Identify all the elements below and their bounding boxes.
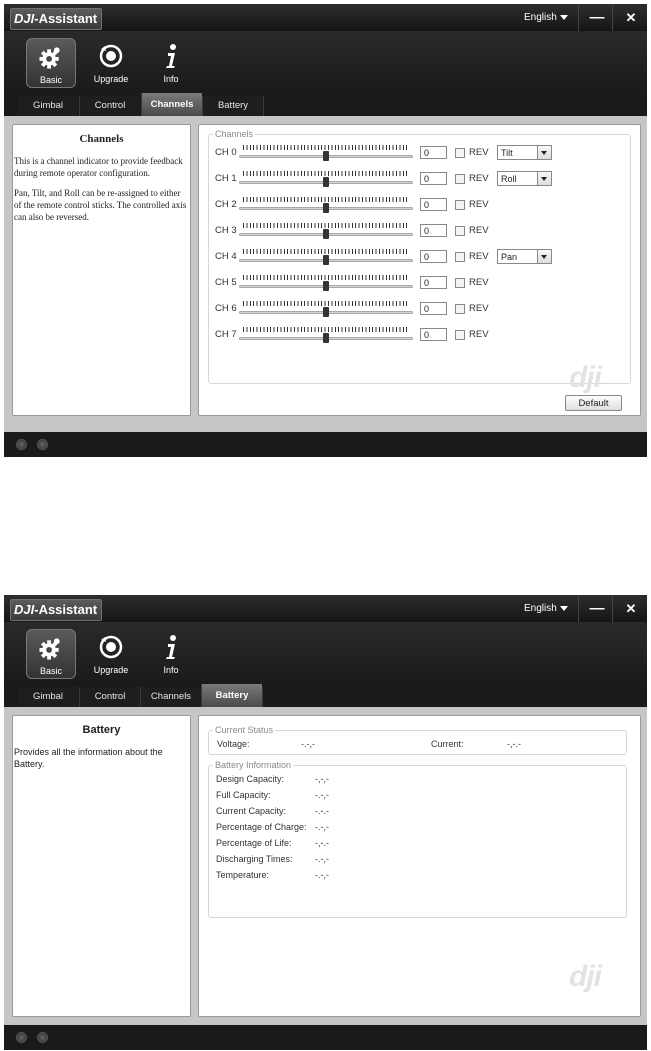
toolbar-basic-button[interactable] [26,629,76,679]
channel-row [215,143,635,163]
tab-bar-divider [262,687,263,707]
channel-assignment-select[interactable] [497,171,552,186]
channel-label: CH 4 [215,251,237,262]
tab-battery[interactable]: Battery [201,684,262,707]
select-value: Tilt [501,148,513,158]
channel-label: CH 2 [215,199,237,210]
battery-info-label: Discharging Times: [216,854,293,864]
battery-info-label: Percentage of Charge: [216,822,307,832]
rev-label: REV [469,147,489,158]
minimize-button[interactable]: — [578,595,615,622]
title-bar[interactable] [4,595,647,622]
current-status-title: Current Status [215,725,274,735]
status-bar [4,1025,647,1050]
battery-info-panel [12,715,191,1017]
channel-label: CH 7 [215,329,237,340]
rev-label: REV [469,225,489,236]
tab-bar-divider [263,96,264,116]
battery-info-label: Design Capacity: [216,774,285,784]
info-icon [146,634,196,660]
battery-info-value: -,-.- [315,838,329,848]
battery-info-label: Temperature: [216,870,270,880]
rev-label: REV [469,303,489,314]
channel-value-field[interactable]: 0 [420,302,447,315]
channel-row [215,299,635,319]
channel-value-field[interactable]: 0 [420,276,447,289]
dji-watermark: dji [569,361,601,394]
channels-content [4,116,647,432]
voltage-value: -.-,- [301,739,315,749]
close-button[interactable]: ✕ [612,4,647,31]
caret-down-icon [560,15,568,20]
select-value: Pan [501,252,518,262]
battery-info-value: -.-,- [315,790,329,800]
status-led-icon [16,439,27,450]
channel-row [215,169,635,189]
tab-bar [4,93,647,116]
channel-value-field[interactable]: 0 [420,198,447,211]
channel-label: CH 0 [215,147,237,158]
channel-value-field[interactable]: 0 [420,328,447,341]
channels-main-panel [198,124,641,416]
channel-row [215,273,635,293]
slider-ticks [243,275,409,280]
slider-thumb[interactable] [323,255,329,265]
channel-label: CH 6 [215,303,237,314]
rev-label: REV [469,199,489,210]
language-dropdown[interactable]: English [524,595,568,622]
info-panel-text: Provides all the information about the Battery. [14,747,163,769]
tab-control[interactable]: Control [79,96,140,116]
status-led-icon [37,439,48,450]
channel-assignment-select[interactable] [497,145,552,160]
upgrade-icon [86,634,136,660]
rev-checkbox[interactable] [455,330,465,340]
channel-row [215,247,635,267]
channel-slider[interactable] [239,195,413,215]
battery-info-value: -.-,- [315,854,329,864]
info-icon [146,43,196,69]
channel-value-field[interactable]: 0 [420,146,447,159]
channel-value-field[interactable]: 0 [420,224,447,237]
slider-ticks [243,327,409,332]
tab-gimbal[interactable]: Gimbal [18,687,78,707]
channel-row [215,195,635,215]
battery-info-value: -.-.- [315,806,329,816]
main-toolbar [4,622,647,684]
voltage-label: Voltage: [217,739,250,749]
channel-row [215,325,635,345]
channel-slider[interactable] [239,221,413,241]
close-button[interactable]: ✕ [612,595,647,622]
main-toolbar [4,31,647,93]
app-title: DJI-Assistant [10,599,102,621]
channel-row [215,221,635,241]
toolbar-upgrade-button[interactable] [86,629,136,679]
channel-label: CH 1 [215,173,237,184]
caret-down-icon [560,606,568,611]
title-bar[interactable] [4,4,647,31]
tab-channels[interactable]: Channels [141,93,202,116]
slider-thumb[interactable] [323,151,329,161]
upgrade-icon [86,43,136,69]
dropdown-arrow-icon[interactable] [537,146,551,159]
minimize-button[interactable]: — [578,4,615,31]
toolbar-basic-label: Basic [39,666,62,676]
channel-label: CH 5 [215,277,237,288]
toolbar-info-label: Info [163,74,179,84]
battery-info-label: Full Capacity: [216,790,271,800]
channel-value-field[interactable]: 0 [420,250,447,263]
channel-slider[interactable] [239,169,413,189]
app-title: DJI-Assistant [10,8,102,30]
slider-thumb[interactable] [323,333,329,343]
channel-slider[interactable] [239,143,413,163]
channels-info-panel [12,124,191,416]
slider-ticks [243,223,409,228]
battery-info-label: Current Capacity: [216,806,287,816]
battery-information-title: Battery Information [215,760,292,770]
slider-thumb[interactable] [323,307,329,317]
battery-information-group [208,760,627,918]
gear-icon [27,635,75,661]
tab-control[interactable]: Control [79,687,140,707]
info-paragraph: Pan, Tilt, and Roll can be re-assigned to either of the remote control sticks. The controlled axis can also be reversed. [14,188,187,222]
slider-thumb[interactable] [323,203,329,213]
rev-label: REV [469,251,489,262]
current-value: -,-.- [507,739,521,749]
tab-gimbal[interactable]: Gimbal [18,96,78,116]
toolbar-basic-label: Basic [39,75,62,85]
toolbar-basic-button[interactable] [26,38,76,88]
channel-assignment-select[interactable] [497,249,552,264]
channel-slider[interactable] [239,273,413,293]
rev-checkbox[interactable] [455,200,465,210]
rev-checkbox[interactable] [455,148,465,158]
tab-bar [4,684,647,707]
battery-content [4,707,647,1025]
slider-ticks [243,197,409,202]
battery-info-value: -.-,- [315,870,329,880]
channel-slider[interactable] [239,325,413,345]
rev-checkbox[interactable] [455,278,465,288]
rev-label: REV [469,329,489,340]
language-dropdown[interactable]: English [524,4,568,31]
current-status-group [208,725,627,755]
channel-value-field[interactable]: 0 [420,172,447,185]
channel-slider[interactable] [239,299,413,319]
status-led-icon [37,1032,48,1043]
dropdown-arrow-icon[interactable] [537,172,551,185]
toolbar-upgrade-label: Upgrade [93,74,129,84]
info-panel-title: Channels [79,133,124,145]
dropdown-arrow-icon[interactable] [537,250,551,263]
slider-ticks [243,301,409,306]
battery-main-panel [198,715,641,1017]
select-value: Roll [501,174,517,184]
dji-assistant-window-battery [4,595,647,1050]
channel-slider[interactable] [239,247,413,267]
toolbar-info-label: Info [163,665,179,675]
rev-checkbox[interactable] [455,174,465,184]
rev-checkbox[interactable] [455,304,465,314]
slider-thumb[interactable] [323,229,329,239]
dji-watermark: dji [569,960,601,993]
rev-label: REV [469,173,489,184]
battery-info-value: -,-,- [315,774,329,784]
toolbar-info-button[interactable] [146,629,196,679]
channels-group-title: Channels [215,129,254,139]
info-panel-text [14,155,190,223]
tab-channels[interactable]: Channels [140,687,201,707]
current-label: Current: [431,739,464,749]
info-paragraph: This is a channel indicator to provide feedback during remote operator configuration. [14,156,183,178]
status-led-icon [16,1032,27,1043]
toolbar-info-button[interactable] [146,38,196,88]
gear-icon [27,44,75,70]
default-button[interactable]: Default [565,395,622,411]
slider-ticks [243,145,409,150]
toolbar-upgrade-label: Upgrade [93,665,129,675]
toolbar-upgrade-button[interactable] [86,38,136,88]
dji-assistant-window-channels [4,4,647,457]
battery-info-label: Percentage of Life: [216,838,292,848]
info-panel-title: Battery [82,724,121,736]
rev-checkbox[interactable] [455,226,465,236]
channel-label: CH 3 [215,225,237,236]
slider-thumb[interactable] [323,177,329,187]
slider-ticks [243,249,409,254]
rev-checkbox[interactable] [455,252,465,262]
status-bar [4,432,647,457]
rev-label: REV [469,277,489,288]
slider-thumb[interactable] [323,281,329,291]
battery-info-value: -.-,- [315,822,329,832]
tab-battery[interactable]: Battery [202,96,263,116]
slider-ticks [243,171,409,176]
